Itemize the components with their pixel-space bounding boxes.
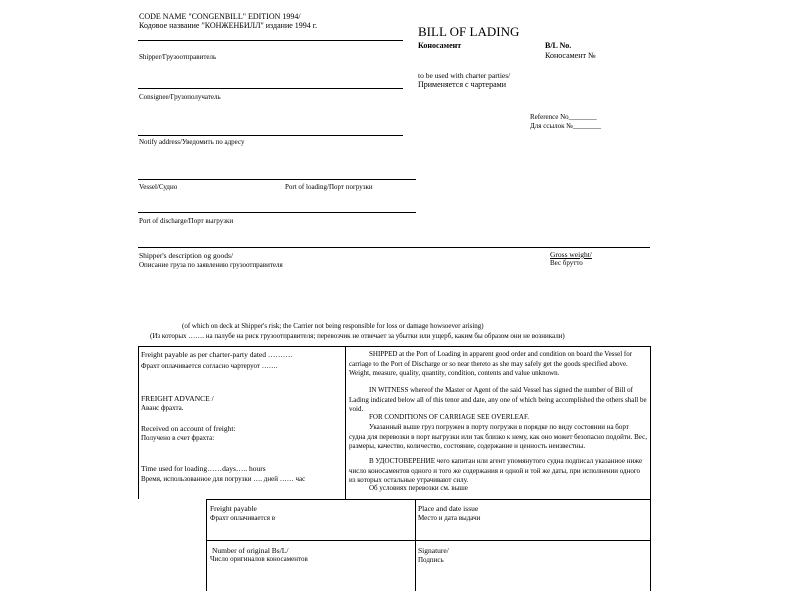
place-date-issue-label: Place and date issue: [418, 504, 479, 513]
divider: [138, 212, 416, 213]
witness-clause: IN WITNESS whereof the Master or Agent of the said Vessel has signed the number of Bill of Lading indicated below all of this tenor and date, any one of which being accomplished the others shall be void.: [349, 386, 647, 414]
consignee-label: Consignee/Грузополучатель: [139, 93, 221, 101]
notify-address-label: Notify address/Уведомить по адресу: [139, 138, 245, 146]
divider: [206, 540, 651, 541]
divider: [138, 135, 403, 136]
received-on-account-label: Received on account of freight:: [141, 424, 236, 433]
goods-description-label-ru: Описание груза по заявлению грузоотправителя: [139, 261, 283, 269]
freight-payable-at-label-ru: Фрахт оплачивается в: [210, 514, 276, 522]
time-used-loading-ru: Время, использованное для погрузки …. дней …… час: [141, 475, 306, 483]
conditions-clause-ru: Об условиях перевозки см. выше: [369, 484, 468, 492]
bl-number-label-ru: Коносамент №: [545, 51, 596, 60]
shipped-clause: SHIPPED at the Port of Loading in apparent good order and condition on board the Vessel for carriage to the Port of Discharge or so near thereto as she may safely get the goods specified above. Weight, measure, quality, quantity, condition, contents and value unknown.: [349, 350, 633, 378]
gross-weight-label: Gross weight/: [550, 250, 592, 259]
divider: [138, 247, 650, 248]
divider: [138, 40, 403, 41]
divider: [345, 346, 346, 499]
conditions-clause: FOR CONDITIONS OF CARRIAGE SEE OVERLEAF.: [369, 413, 530, 421]
document-title-ru: Коносамент: [418, 41, 462, 50]
freight-advance-label-ru: Аванс фрахта.: [141, 404, 184, 412]
number-of-originals-label: Number of original Bs/L/: [212, 546, 289, 555]
divider: [138, 88, 403, 89]
divider: [415, 499, 416, 591]
reference-no: Reference No________: [530, 113, 597, 121]
deck-cargo-note: (of which on deck at Shipper's risk; the Carrier not being responsible for loss or damage howsoever arising): [182, 322, 484, 330]
bl-number-label: B/L No.: [545, 41, 572, 50]
port-of-loading-label: Port of loading/Порт погрузки: [285, 183, 373, 191]
divider: [138, 346, 139, 499]
place-date-issue-label-ru: Место и дата выдачи: [418, 514, 481, 522]
freight-payable-charter: Freight payable as per charter-party dated ……….: [141, 350, 293, 359]
charter-note-ru: Применяется с чартерами: [418, 80, 506, 89]
signature-label-ru: Подпись: [418, 556, 444, 564]
port-of-discharge-label: Port of discharge/Порт выгрузки: [139, 217, 234, 225]
document-title: BILL OF LADING: [418, 24, 520, 39]
shipper-label: Shipper/Грузоотправитель: [139, 53, 217, 61]
goods-description-label: Shipper's description og goods/: [139, 251, 234, 260]
vessel-label: Vessel/Судно: [139, 183, 178, 191]
divider: [650, 346, 651, 499]
code-name: CODE NAME "CONGENBILL" EDITION 1994/: [139, 12, 301, 21]
divider: [138, 346, 650, 347]
code-name-ru: Кодовое название "КОНЖЕНБИЛЛ" издание 1994 г.: [139, 21, 318, 30]
reference-no-ru: Для ссылок №________: [530, 122, 601, 130]
witness-clause-ru: В УДОСТОВЕРЕНИЕ чего капитан или агент упомянутого судна подписал указанное ниже число коносаментов одного и того же содержания и одной и той же даты, при исполнении одного из которых остальные утрачивают силу.: [349, 457, 643, 485]
charter-note: to be used with charter parties/: [418, 71, 511, 80]
divider: [650, 499, 651, 591]
time-used-loading: Time used for loading……days….. hours: [141, 464, 266, 473]
freight-payable-at-label: Freight payable: [210, 504, 257, 513]
gross-weight-label-ru: Вес брутто: [550, 259, 583, 267]
deck-cargo-note-ru: (Из которых ……. на палубе на риск грузоотправителя; перевозчик не отвечает за убытки или ущерб, каким бы образом они не возникали): [150, 332, 565, 340]
received-on-account-label-ru: Получено в счет фрахта:: [141, 434, 215, 442]
freight-payable-charter-ru: Фрахт оплачивается согласно чартеруот …….: [141, 362, 278, 370]
freight-advance-label: FREIGHT ADVANCE /: [141, 394, 214, 403]
divider: [138, 179, 416, 180]
divider: [206, 499, 207, 591]
shipped-clause-ru: Указанный выше груз погружен в порту погрузки в порядке по виду состоянии на борт судна для перевозки в порт выгрузки или так близко к нему, как оно может безопасно подойти. Вес, размеры, качество, количество, состояние, содержание и ценность неизвестны.: [349, 423, 647, 451]
signature-label: Signature/: [418, 546, 449, 555]
number-of-originals-label-ru: Число оригиналов коносаментов: [210, 555, 308, 563]
divider: [206, 499, 651, 500]
